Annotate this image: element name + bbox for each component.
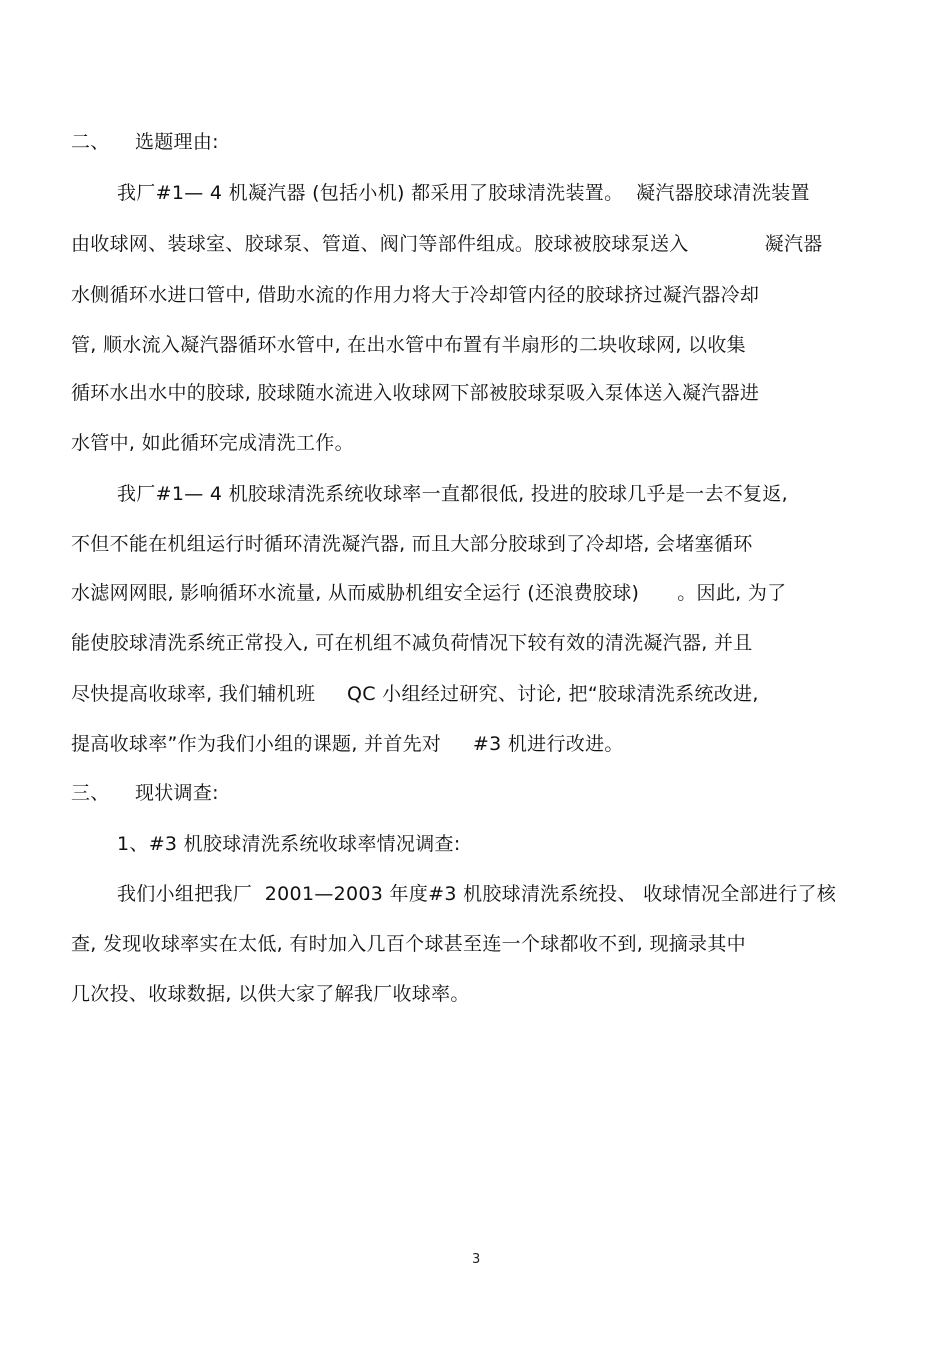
paragraph-line: 我厂#1— 4 机胶球清洗系统收球率一直都很低, 投进的胶球几乎是一去不复返, [117,483,788,505]
paragraph-line: 能使胶球清洗系统正常投入, 可在机组不减负荷情况下较有效的清洗凝汽器, 并且 [71,632,753,654]
paragraph-line: 提高收球率”作为我们小组的课题, 并首先对 #3 机进行改进。 [71,733,624,755]
paragraph-line: 查, 发现收球率实在太低, 有时加入几百个球甚至连一个球都收不到, 现摘录其中 [71,933,746,955]
subsection-heading: 1、#3 机胶球清洗系统收球率情况调查: [117,833,461,855]
page-number: 3 [472,1252,481,1267]
paragraph-line: 水管中, 如此循环完成清洗工作。 [71,432,354,454]
paragraph-line: 水滤网网眼, 影响循环水流量, 从而威胁机组安全运行 (还浪费胶球) 。因此, 为了 [71,582,787,604]
paragraph-line: 我们小组把我厂 2001—2003 年度#3 机胶球清洗系统投、 收球情况全部进行了核 [117,883,837,905]
paragraph-line: 循环水出水中的胶球, 胶球随水流进入收球网下部被胶球泵吸入泵体送入凝汽器进 [71,382,760,404]
section-heading-2: 二、 选题理由: [71,131,219,153]
paragraph-line: 管, 顺水流入凝汽器循环水管中, 在出水管中布置有半扇形的二块收球网, 以收集 [71,334,746,356]
paragraph-line: 我厂#1— 4 机凝汽器 (包括小机) 都采用了胶球清洗装置。 凝汽器胶球清洗装置 [117,182,810,204]
paragraph-line: 尽快提高收球率, 我们辅机班 QC 小组经过研究、讨论, 把“胶球清洗系统改进, [71,683,759,705]
section-heading-3: 三、 现状调查: [71,782,219,804]
paragraph-line: 水侧循环水进口管中, 借助水流的作用力将大于冷却管内径的胶球挤过凝汽器冷却 [71,284,760,306]
paragraph-line: 不但不能在机组运行时循环清洗凝汽器, 而且大部分胶球到了冷却塔, 会堵塞循环 [71,533,753,555]
paragraph-line: 几次投、收球数据, 以供大家了解我厂收球率。 [71,983,470,1005]
paragraph-line: 由收球网、装球室、胶球泵、管道、阀门等部件组成。胶球被胶球泵送入 凝汽器 [71,233,823,255]
